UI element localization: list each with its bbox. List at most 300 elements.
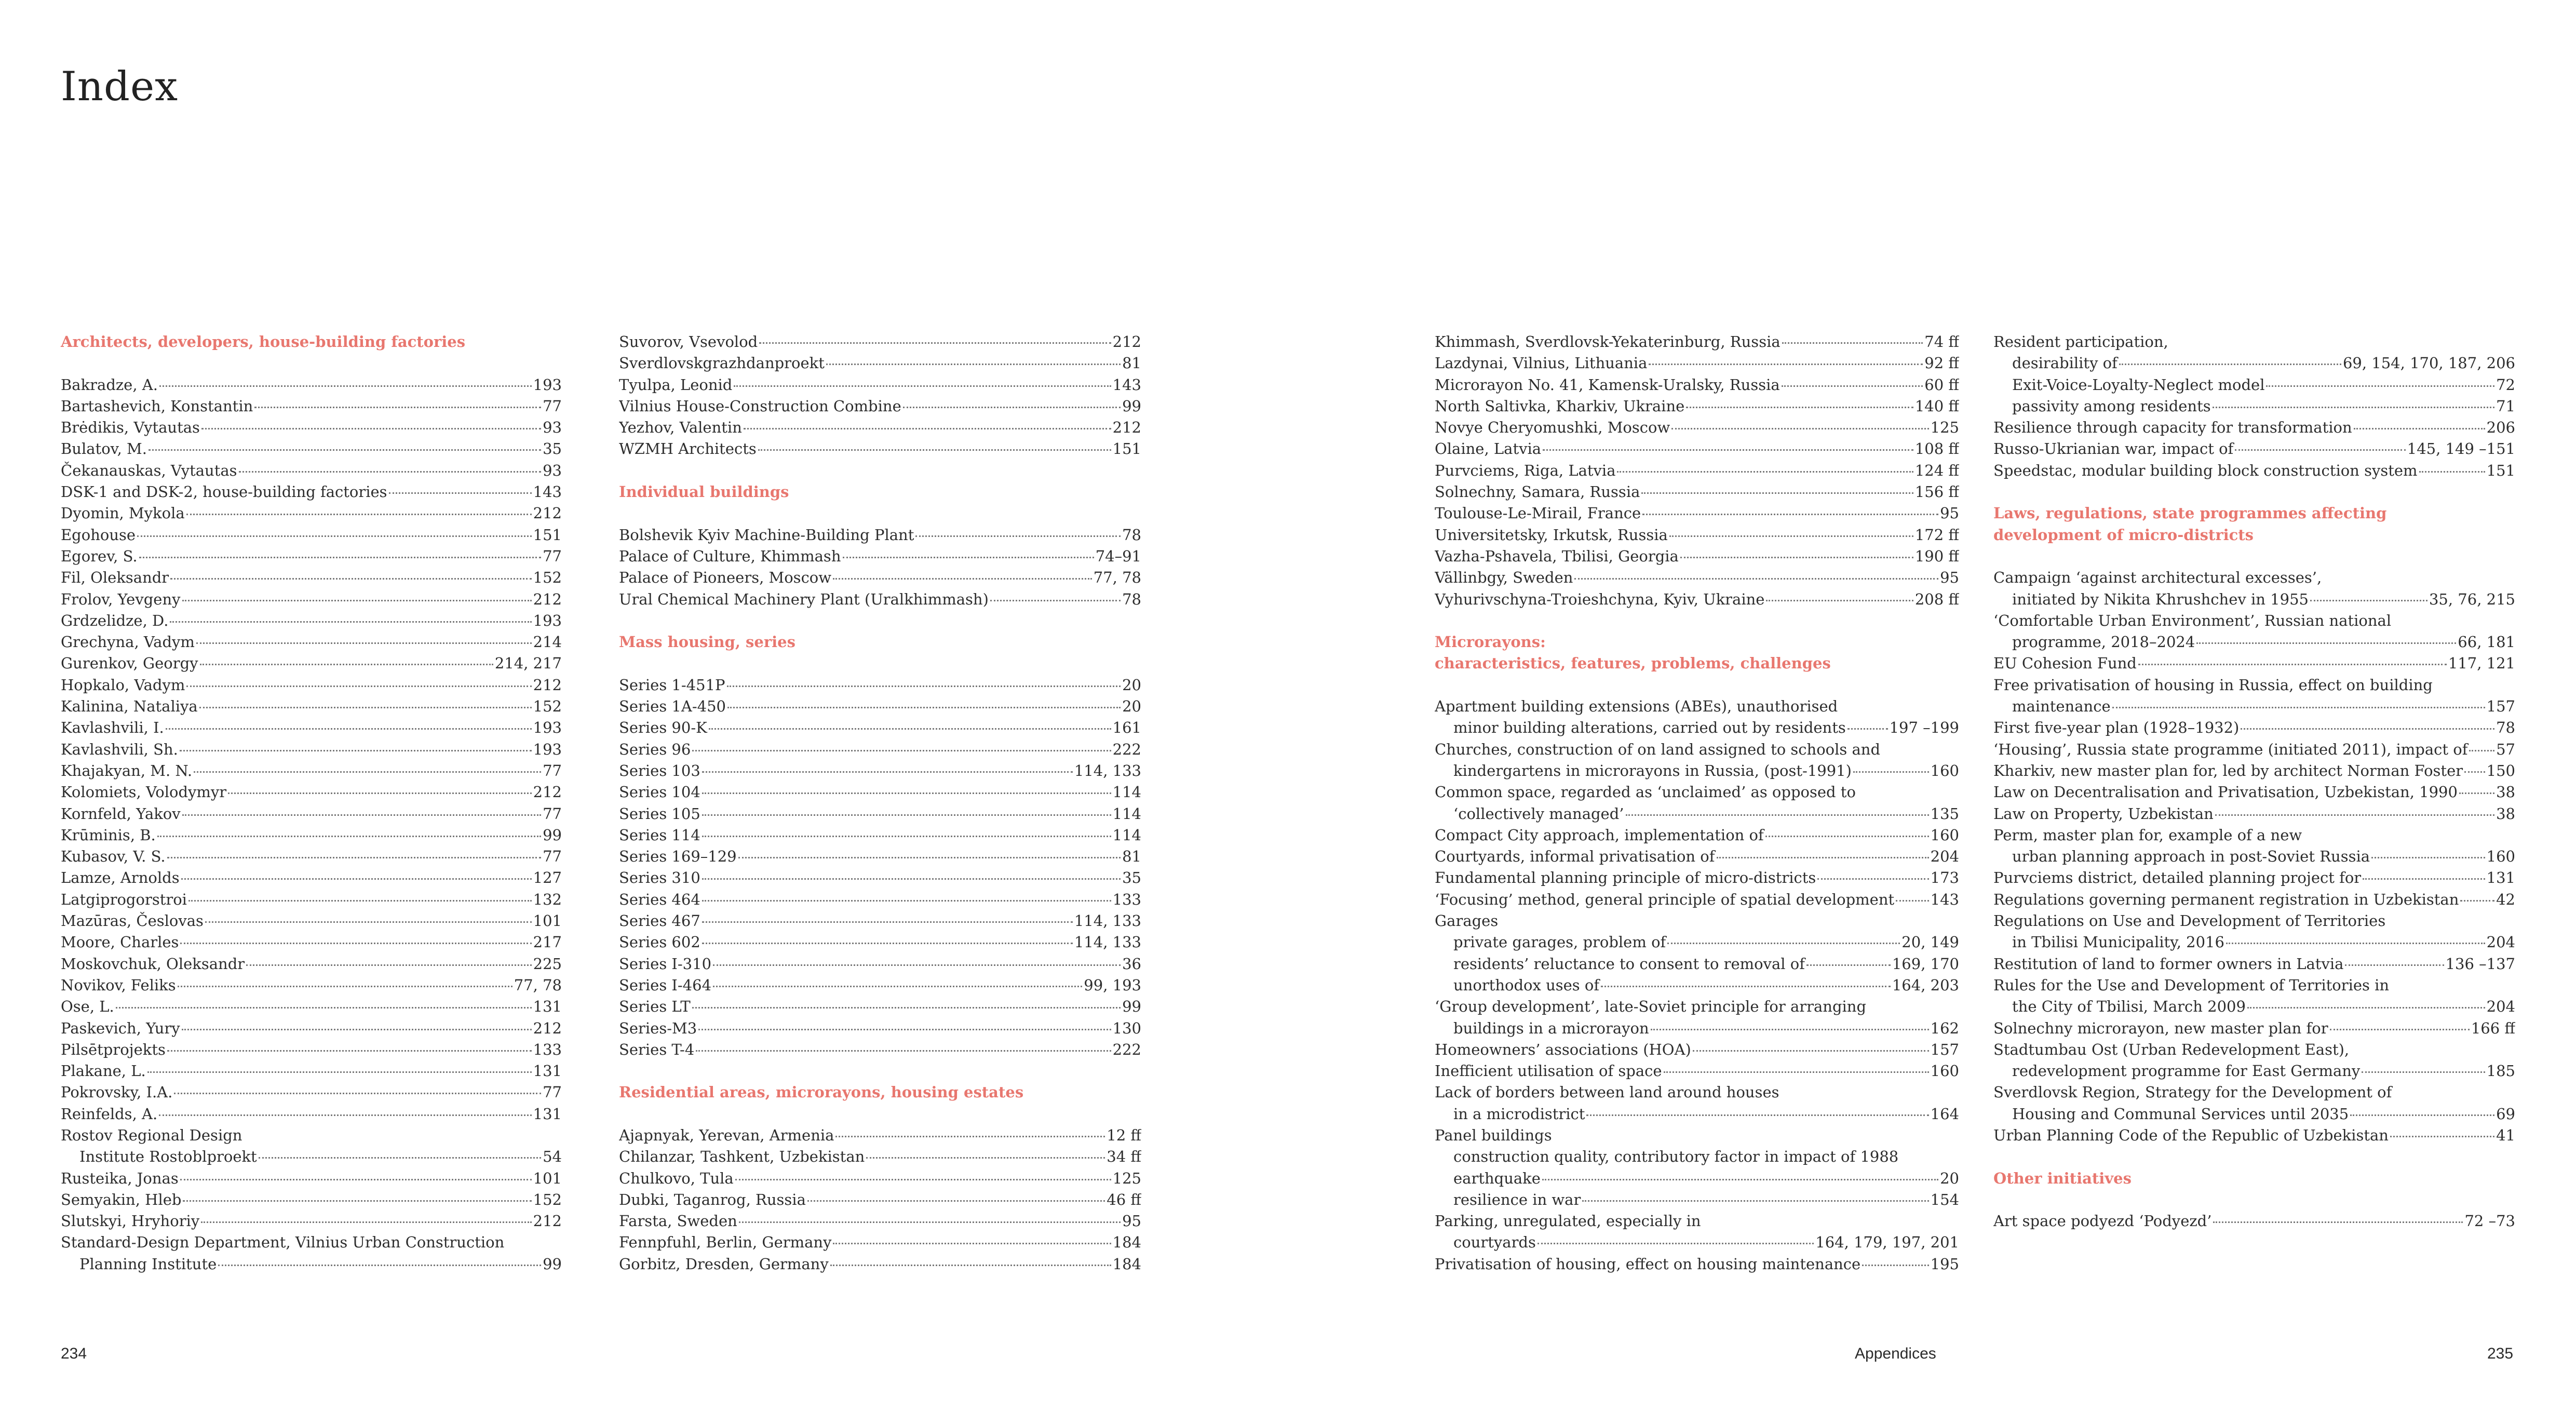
entry-pages: 206 bbox=[2486, 419, 2515, 437]
index-entry bbox=[1435, 481, 1959, 503]
dot-leader bbox=[1671, 428, 1928, 429]
entry-term: Kavlashvili, Sh. bbox=[61, 740, 178, 758]
page-number-right: 235 bbox=[2487, 1345, 2514, 1362]
entry-pages: 212 bbox=[533, 504, 562, 522]
index-entry bbox=[619, 760, 1141, 782]
entry-pages: 131 bbox=[533, 998, 562, 1016]
entry-pages: 125 bbox=[1930, 419, 1959, 437]
dot-leader bbox=[2112, 707, 2485, 708]
index-entry bbox=[61, 825, 562, 846]
dot-leader bbox=[1542, 1179, 1938, 1180]
entry-term: kindergartens in microrayons in Russia, (post-1991) bbox=[1453, 761, 1852, 780]
index-entry-continued bbox=[1993, 610, 2515, 631]
entry-pages: 172 ff bbox=[1914, 526, 1959, 544]
entry-term: ‘collectively managed’ bbox=[1453, 804, 1624, 823]
index-entry bbox=[1435, 438, 1959, 460]
entry-term: Olaine, Latvia bbox=[1435, 440, 1542, 458]
dot-leader bbox=[2390, 1136, 2494, 1137]
entry-pages: 12 ff bbox=[1107, 1126, 1141, 1144]
index-entry bbox=[1435, 1232, 1959, 1253]
entry-term: North Saltivka, Kharkiv, Ukraine bbox=[1435, 397, 1685, 415]
index-entry bbox=[619, 910, 1141, 932]
index-entry bbox=[61, 417, 562, 438]
entry-pages: 132 bbox=[533, 890, 562, 908]
entry-pages: 212 bbox=[533, 1019, 562, 1037]
entry-term: Universitetsky, Irkutsk, Russia bbox=[1435, 526, 1668, 544]
index-entry bbox=[1435, 374, 1959, 396]
entry-pages: 214 bbox=[533, 633, 562, 651]
entry-pages: 193 bbox=[533, 611, 562, 629]
spacer bbox=[1993, 1189, 2515, 1211]
entry-term: Vazha-Pshavela, Tbilisi, Georgia bbox=[1435, 547, 1679, 565]
dot-leader bbox=[200, 664, 493, 665]
index-entry-continued bbox=[1993, 910, 2515, 932]
index-entry bbox=[1993, 1104, 2515, 1125]
entry-term: Vällinbgy, Sweden bbox=[1435, 569, 1573, 587]
entry-pages: 197 –199 bbox=[1889, 719, 1959, 737]
index-entry bbox=[1435, 1104, 1959, 1125]
dot-leader bbox=[2247, 1007, 2485, 1009]
index-entry bbox=[1993, 396, 2515, 417]
entry-term: programme, 2018–2024 bbox=[2012, 633, 2195, 651]
section-heading: characteristics, features, problems, challenges bbox=[1435, 654, 1831, 673]
index-entry bbox=[61, 1168, 562, 1189]
index-entry bbox=[619, 975, 1141, 996]
index-entry bbox=[61, 696, 562, 717]
entry-term: Plakane, L. bbox=[61, 1062, 146, 1080]
index-entry bbox=[1435, 1168, 1959, 1189]
entry-term: Series 104 bbox=[619, 783, 700, 801]
entry-pages: 151 bbox=[533, 526, 562, 544]
dot-leader bbox=[188, 900, 532, 902]
index-entry bbox=[1993, 867, 2515, 889]
entry-pages: 93 bbox=[543, 419, 562, 437]
entry-pages: 78 bbox=[1122, 590, 1141, 608]
entry-term: Series T-4 bbox=[619, 1040, 695, 1058]
entry-pages: 214, 217 bbox=[494, 654, 562, 673]
index-entry bbox=[61, 1018, 562, 1039]
index-entry bbox=[61, 996, 562, 1017]
entry-term: Pokrovsky, I.A. bbox=[61, 1083, 173, 1101]
dot-leader bbox=[713, 964, 1121, 966]
dot-leader bbox=[739, 1221, 1121, 1223]
index-entry bbox=[619, 696, 1141, 717]
index-entry bbox=[61, 1211, 562, 1232]
dot-leader bbox=[194, 771, 541, 773]
dot-leader bbox=[2354, 428, 2485, 429]
index-entry bbox=[619, 803, 1141, 825]
entry-pages: 140 ff bbox=[1914, 397, 1959, 415]
entry-pages: 66, 181 bbox=[2458, 633, 2515, 651]
dot-leader bbox=[903, 407, 1121, 408]
index-entry bbox=[1993, 932, 2515, 953]
section-heading: Residential areas, microrayons, housing estates bbox=[619, 1083, 1024, 1101]
entry-pages: 185 bbox=[2486, 1062, 2515, 1080]
dot-leader bbox=[166, 728, 532, 730]
section-heading: Microrayons: bbox=[1435, 633, 1546, 651]
entry-term: Novye Cheryomushki, Moscow bbox=[1435, 419, 1670, 437]
entry-pages: 95 bbox=[1940, 504, 1959, 522]
index-entry bbox=[61, 567, 562, 588]
entry-pages: 69, 154, 170, 187, 206 bbox=[2342, 354, 2515, 372]
index-column-2 bbox=[619, 331, 1141, 1275]
entry-term: Courtyards, informal privatisation of bbox=[1435, 848, 1715, 866]
entry-term: ‘Group development’, late-Soviet principle for arranging bbox=[1435, 998, 1867, 1016]
entry-pages: 193 bbox=[533, 719, 562, 737]
entry-pages: 114 bbox=[1112, 804, 1141, 823]
dot-leader bbox=[159, 385, 532, 387]
index-entry bbox=[619, 825, 1141, 846]
index-entry bbox=[1435, 546, 1959, 567]
dot-leader bbox=[702, 900, 1111, 902]
entry-pages: 135 bbox=[1930, 804, 1959, 823]
entry-term: Series 103 bbox=[619, 761, 700, 780]
entry-pages: 131 bbox=[2486, 869, 2515, 887]
index-entry bbox=[61, 910, 562, 932]
dot-leader bbox=[170, 621, 531, 623]
index-entry-continued bbox=[1435, 910, 1959, 932]
entry-pages: 72 –73 bbox=[2464, 1212, 2515, 1230]
index-entry bbox=[1993, 696, 2515, 717]
index-entry bbox=[619, 867, 1141, 889]
entry-term: Moskovchuk, Oleksandr bbox=[61, 955, 245, 973]
index-entry bbox=[61, 1039, 562, 1060]
index-entry-continued bbox=[1993, 1039, 2515, 1060]
entry-term: Ural Chemical Machinery Plant (Uralkhimmash) bbox=[619, 590, 989, 608]
entry-term: Series I-310 bbox=[619, 955, 712, 973]
page-title: Index bbox=[61, 63, 179, 110]
entry-term: Compact City approach, implementation of bbox=[1435, 826, 1764, 844]
index-entry bbox=[619, 438, 1141, 460]
index-entry bbox=[619, 1168, 1141, 1189]
dot-leader bbox=[174, 1093, 541, 1094]
dot-leader bbox=[1717, 857, 1929, 858]
entry-term: Lazdynai, Vilnius, Lithuania bbox=[1435, 354, 1648, 372]
index-entry bbox=[61, 1104, 562, 1125]
entry-pages: 164, 203 bbox=[1892, 976, 1959, 994]
entry-pages: 36 bbox=[1122, 955, 1141, 973]
dot-leader bbox=[180, 750, 532, 751]
index-entry bbox=[1993, 996, 2515, 1017]
entry-term: Kubasov, V. S. bbox=[61, 848, 166, 866]
entry-term: Vyhurivschyna-Troieshchyna, Kyiv, Ukraine bbox=[1435, 590, 1765, 608]
dot-leader bbox=[1782, 342, 1923, 344]
entry-pages: 57 bbox=[2496, 740, 2515, 758]
entry-term: in a microdistrict bbox=[1453, 1105, 1585, 1123]
index-entry bbox=[1993, 803, 2515, 825]
entry-term: Farsta, Sweden bbox=[619, 1212, 737, 1230]
index-entry bbox=[1435, 760, 1959, 782]
entry-term: Law on Property, Uzbekistan bbox=[1993, 804, 2214, 823]
entry-pages: 152 bbox=[533, 1190, 562, 1208]
entry-pages: 42 bbox=[2496, 890, 2515, 908]
entry-term: redevelopment programme for East Germany bbox=[2012, 1062, 2361, 1080]
entry-term: Kornfeld, Yakov bbox=[61, 804, 181, 823]
dot-leader bbox=[2330, 1029, 2470, 1030]
dot-leader bbox=[183, 1200, 531, 1202]
index-entry bbox=[619, 1254, 1141, 1275]
entry-term: Standard-Design Department, Vilnius Urban Construction bbox=[61, 1233, 505, 1252]
entry-pages: 93 bbox=[543, 461, 562, 479]
entry-term: Fennpfuhl, Berlin, Germany bbox=[619, 1233, 832, 1252]
entry-term: Restitution of land to former owners in Latvia bbox=[1993, 955, 2344, 973]
dot-leader bbox=[915, 535, 1121, 537]
dot-leader bbox=[182, 814, 541, 816]
entry-pages: 101 bbox=[533, 912, 562, 930]
dot-leader bbox=[2464, 771, 2485, 773]
entry-pages: 162 bbox=[1930, 1019, 1959, 1037]
index-entry bbox=[1435, 353, 1959, 374]
entry-term: DSK-1 and DSK-2, house-building factories bbox=[61, 483, 387, 501]
entry-pages: 133 bbox=[533, 1040, 562, 1058]
entry-term: Dubki, Taganrog, Russia bbox=[619, 1190, 806, 1208]
entry-pages: 157 bbox=[2486, 697, 2515, 716]
entry-pages: 151 bbox=[1112, 440, 1141, 458]
index-entry bbox=[619, 331, 1141, 353]
entry-term: Series 1-451P bbox=[619, 676, 725, 694]
dot-leader bbox=[1847, 728, 1888, 730]
dot-leader bbox=[727, 686, 1121, 687]
dot-leader bbox=[807, 1200, 1105, 1202]
index-entry bbox=[1435, 396, 1959, 417]
dot-leader bbox=[167, 1050, 532, 1052]
index-entry bbox=[61, 953, 562, 975]
entry-pages: 77 bbox=[543, 804, 562, 823]
entry-term: ‘Comfortable Urban Environment’, Russian national bbox=[1993, 611, 2392, 629]
index-entry bbox=[1993, 417, 2515, 438]
index-entry bbox=[1993, 1018, 2515, 1039]
entry-pages: 150 bbox=[2486, 761, 2515, 780]
index-entry bbox=[1993, 889, 2515, 910]
index-entry bbox=[619, 1125, 1141, 1146]
entry-pages: 101 bbox=[533, 1169, 562, 1187]
entry-term: Pilsētprojekts bbox=[61, 1040, 166, 1058]
index-entry bbox=[61, 438, 562, 460]
index-entry bbox=[61, 1189, 562, 1211]
index-entry bbox=[619, 546, 1141, 567]
entry-term: Gurenkov, Georgy bbox=[61, 654, 198, 673]
section-heading: Architects, developers, house-building factories bbox=[61, 333, 466, 351]
dot-leader bbox=[1582, 1200, 1928, 1202]
entry-term: Yezhov, Valentin bbox=[619, 419, 742, 437]
dot-leader bbox=[744, 428, 1111, 429]
entry-term: Grdzelidze, D. bbox=[61, 611, 169, 629]
dot-leader bbox=[186, 686, 531, 687]
dot-leader bbox=[830, 1265, 1111, 1266]
entry-term: Rusteika, Jonas bbox=[61, 1169, 179, 1187]
index-entry bbox=[619, 525, 1141, 546]
index-entry bbox=[1435, 417, 1959, 438]
entry-pages: 35 bbox=[1122, 869, 1141, 887]
entry-pages: 169, 170 bbox=[1892, 955, 1959, 973]
dot-leader bbox=[2138, 664, 2447, 665]
index-entry bbox=[1993, 589, 2515, 610]
dot-leader bbox=[2371, 857, 2485, 858]
entry-pages: 222 bbox=[1112, 1040, 1141, 1058]
entry-pages: 190 ff bbox=[1914, 547, 1959, 565]
entry-term: Bartashevich, Konstantin bbox=[61, 397, 253, 415]
dot-leader bbox=[1686, 407, 1913, 408]
dot-leader bbox=[702, 836, 1111, 837]
entry-pages: 77 bbox=[543, 1083, 562, 1101]
section-heading: Laws, regulations, state programmes affecting bbox=[1993, 504, 2387, 522]
entry-term: WZMH Architects bbox=[619, 440, 757, 458]
index-entry-continued bbox=[1435, 1146, 1959, 1167]
entry-term: Kavlashvili, I. bbox=[61, 719, 164, 737]
index-entry bbox=[61, 460, 562, 481]
dot-leader bbox=[1642, 514, 1938, 515]
dot-leader bbox=[738, 857, 1121, 858]
dot-leader bbox=[735, 1179, 1111, 1180]
index-entry bbox=[61, 739, 562, 760]
entry-term: Grechyna, Vadym bbox=[61, 633, 195, 651]
dot-leader bbox=[759, 342, 1111, 344]
entry-term: Chilanzar, Tashkent, Uzbekistan bbox=[619, 1148, 865, 1166]
index-entry bbox=[1435, 1018, 1959, 1039]
entry-term: ‘Housing’, Russia state programme (initiated 2011), impact of bbox=[1993, 740, 2468, 758]
entry-term: Solnechny, Samara, Russia bbox=[1435, 483, 1640, 501]
entry-term: Bulatov, M. bbox=[61, 440, 147, 458]
dot-leader bbox=[1853, 771, 1929, 773]
index-entry bbox=[61, 675, 562, 696]
index-column-4 bbox=[1993, 331, 2515, 1232]
entry-term: Novikov, Feliks bbox=[61, 976, 176, 994]
entry-pages: 160 bbox=[1930, 826, 1959, 844]
index-entry bbox=[1435, 717, 1959, 738]
entry-term: unorthodox uses of bbox=[1453, 976, 1600, 994]
entry-pages: 212 bbox=[1112, 333, 1141, 351]
entry-pages: 77, 78 bbox=[1093, 569, 1141, 587]
dot-leader bbox=[137, 535, 532, 537]
entry-pages: 154 bbox=[1930, 1190, 1959, 1208]
dot-leader bbox=[1543, 449, 1913, 451]
entry-term: Series 310 bbox=[619, 869, 700, 887]
entry-term: Kharkiv, new master plan for, led by architect Norman Foster bbox=[1993, 761, 2463, 780]
index-entry bbox=[1435, 1254, 1959, 1275]
entry-term: Bakradze, A. bbox=[61, 375, 158, 394]
entry-term: Privatisation of housing, effect on housing maintenance bbox=[1435, 1255, 1861, 1273]
entry-pages: 99 bbox=[543, 826, 562, 844]
entry-term: passivity among residents bbox=[2012, 397, 2211, 415]
entry-pages: 130 bbox=[1112, 1019, 1141, 1037]
dot-leader bbox=[734, 385, 1111, 387]
index-entry-continued bbox=[1993, 331, 2515, 353]
index-entry bbox=[1435, 867, 1959, 889]
dot-leader bbox=[2363, 878, 2485, 880]
entry-term: Bolshevik Kyiv Machine-Building Plant bbox=[619, 526, 914, 544]
dot-leader bbox=[180, 1179, 532, 1180]
index-entry bbox=[619, 396, 1141, 417]
entry-term: Semyakin, Hleb bbox=[61, 1190, 182, 1208]
entry-pages: 38 bbox=[2496, 783, 2515, 801]
entry-term: Rules for the Use and Development of Territories in bbox=[1993, 976, 2390, 994]
dot-leader bbox=[1693, 1050, 1929, 1052]
index-entry bbox=[61, 867, 562, 889]
entry-pages: 78 bbox=[1122, 526, 1141, 544]
entry-term: Speedstac, modular building block construction system bbox=[1993, 461, 2418, 479]
index-entry-continued bbox=[1435, 739, 1959, 760]
entry-pages: 77 bbox=[543, 761, 562, 780]
dot-leader bbox=[201, 428, 541, 429]
index-entry bbox=[619, 353, 1141, 374]
dot-leader bbox=[1765, 836, 1929, 837]
index-entry bbox=[619, 374, 1141, 396]
index-entry-continued bbox=[1993, 675, 2515, 696]
index-column-1 bbox=[61, 331, 562, 1275]
entry-term: courtyards bbox=[1453, 1233, 1536, 1252]
dot-leader bbox=[2196, 642, 2456, 644]
dot-leader bbox=[2345, 964, 2444, 966]
entry-pages: 131 bbox=[533, 1105, 562, 1123]
index-entry bbox=[1993, 1060, 2515, 1082]
dot-leader bbox=[1537, 1243, 1814, 1244]
entry-term: Egorev, S. bbox=[61, 547, 138, 565]
index-entry bbox=[1435, 460, 1959, 481]
index-entry bbox=[619, 1146, 1141, 1167]
entry-pages: 212 bbox=[533, 1212, 562, 1230]
index-entry bbox=[619, 1211, 1141, 1232]
index-entry bbox=[61, 1082, 562, 1103]
index-entry bbox=[619, 846, 1141, 867]
dot-leader bbox=[201, 1221, 531, 1223]
index-entry bbox=[61, 589, 562, 610]
entry-pages: 131 bbox=[533, 1062, 562, 1080]
entry-term: Ajapnyak, Yerevan, Armenia bbox=[619, 1126, 834, 1144]
entry-term: Stadtumbau Ost (Urban Redevelopment East), bbox=[1993, 1040, 2350, 1058]
entry-pages: 156 ff bbox=[1914, 483, 1959, 501]
index-entry bbox=[1435, 932, 1959, 953]
index-entry bbox=[61, 481, 562, 503]
entry-pages: 145, 149 –151 bbox=[2407, 440, 2515, 458]
page-number-left: 234 bbox=[61, 1345, 87, 1362]
index-entry bbox=[61, 610, 562, 631]
index-entry bbox=[619, 739, 1141, 760]
entry-pages: 92 ff bbox=[1924, 354, 1959, 372]
index-entry bbox=[619, 782, 1141, 803]
index-entry bbox=[619, 675, 1141, 696]
spacer bbox=[619, 610, 1141, 631]
index-entry bbox=[619, 1232, 1141, 1253]
entry-term: Slutskyi, Hryhoriy bbox=[61, 1212, 200, 1230]
entry-term: Brėdikis, Vytautas bbox=[61, 419, 200, 437]
entry-term: Hopkalo, Vadym bbox=[61, 676, 185, 694]
index-entry bbox=[1993, 953, 2515, 975]
entry-term: buildings in a microrayon bbox=[1453, 1019, 1649, 1037]
entry-pages: 114 bbox=[1112, 783, 1141, 801]
entry-term: Fundamental planning principle of micro-districts bbox=[1435, 869, 1816, 887]
spacer bbox=[1435, 610, 1959, 631]
index-entry bbox=[619, 1189, 1141, 1211]
dot-leader bbox=[2215, 814, 2494, 816]
entry-term: Apartment building extensions (ABEs), unauthorised bbox=[1435, 697, 1838, 716]
dot-leader bbox=[218, 1265, 541, 1266]
dot-leader bbox=[2310, 600, 2427, 601]
entry-term: Common space, regarded as ‘unclaimed’ as opposed to bbox=[1435, 783, 1856, 801]
entry-term: Lack of borders between land around houses bbox=[1435, 1083, 1779, 1101]
entry-term: Regulations governing permanent registration in Uzbekistan bbox=[1993, 890, 2459, 908]
index-entry bbox=[61, 631, 562, 653]
entry-term: Purvciems, Riga, Latvia bbox=[1435, 461, 1616, 479]
index-entry bbox=[1435, 975, 1959, 996]
entry-pages: 99 bbox=[1122, 998, 1141, 1016]
index-entry bbox=[1435, 1039, 1959, 1060]
index-entry bbox=[1435, 567, 1959, 588]
entry-pages: 204 bbox=[2486, 998, 2515, 1016]
index-entry bbox=[1993, 460, 2515, 481]
dot-leader bbox=[2362, 1071, 2485, 1073]
entry-term: Solnechny microrayon, new master plan for bbox=[1993, 1019, 2328, 1037]
dot-leader bbox=[2119, 364, 2341, 365]
